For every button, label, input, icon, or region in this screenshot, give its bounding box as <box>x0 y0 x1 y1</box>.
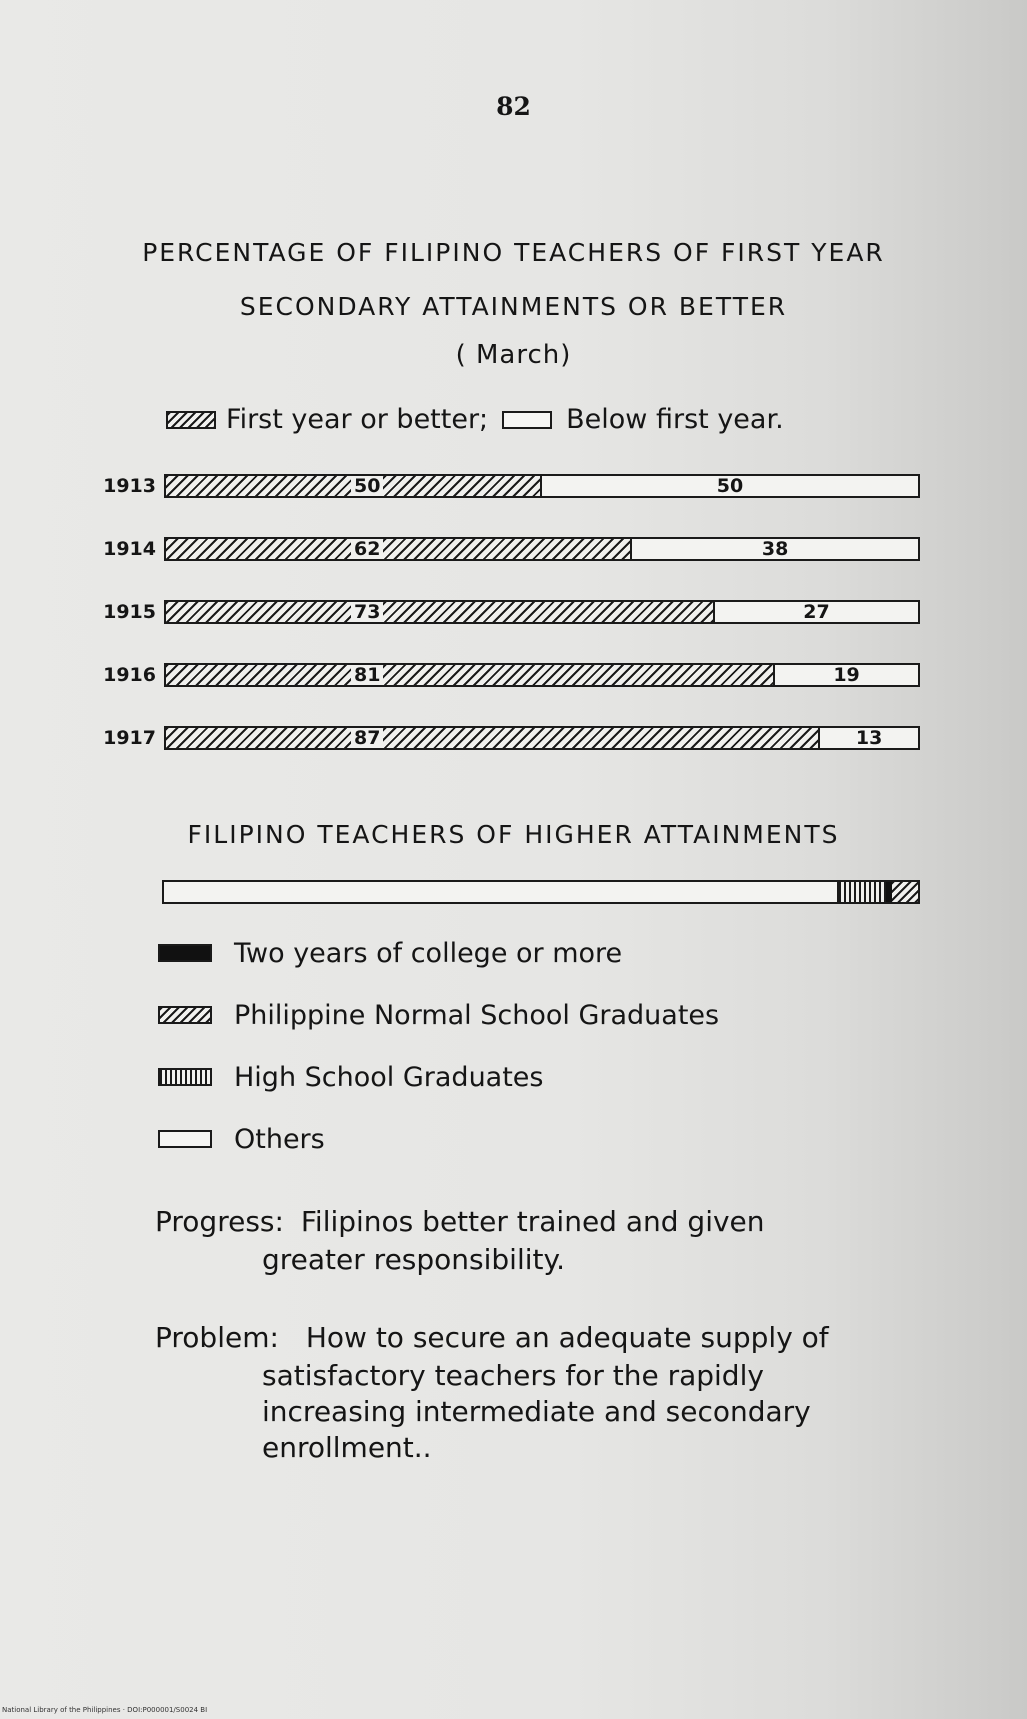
top-legend <box>166 404 784 435</box>
below-first-year-value-label: 19 <box>833 664 860 686</box>
progress-text: Filipinos better trained and given <box>300 1205 765 1238</box>
chart-title-line-1: PERCENTAGE OF FILIPINO TEACHERS OF FIRST YEAR <box>142 238 885 267</box>
problem-text: How to secure an adequate supply of <box>305 1321 829 1354</box>
legend-item-high-school <box>158 1058 719 1096</box>
bar-first-year-segment <box>166 665 775 685</box>
legend-label: Two years of college or more <box>234 937 623 969</box>
higher-legend <box>158 934 719 1158</box>
higher-segment-diagonal-hatch <box>892 882 918 902</box>
bar-first-year-segment <box>166 476 542 496</box>
below-first-year-value-label: 50 <box>716 475 744 497</box>
below-first-year-value-label: 27 <box>803 601 830 623</box>
bar-1916 <box>164 663 920 687</box>
legend-below-first-year: Below first year. <box>566 404 784 435</box>
bar-1917 <box>164 726 920 750</box>
hatch-swatch <box>166 411 216 429</box>
higher-segment-white <box>164 882 839 902</box>
legend-label: Philippine Normal School Graduates <box>234 999 720 1031</box>
bar-first-year-segment <box>166 602 715 622</box>
problem-text-line-3: increasing intermediate and secondary <box>262 1395 811 1428</box>
year-label: 1917 <box>103 727 156 749</box>
higher-attainments-title: FILIPINO TEACHERS OF HIGHER ATTAINMENTS <box>187 820 840 849</box>
progress-note <box>155 1204 765 1240</box>
bar-below-first-year-segment <box>632 539 918 559</box>
year-label: 1914 <box>103 538 156 560</box>
chart-subtitle: ( March) <box>455 340 572 370</box>
first-year-value-label: 73 <box>351 602 383 622</box>
bar-1915 <box>164 600 920 624</box>
problem-text-line-4: enrollment.. <box>262 1431 432 1464</box>
year-label: 1916 <box>103 664 156 686</box>
legend-item-normal-school <box>158 996 719 1034</box>
vertical-lines-swatch <box>158 1068 212 1086</box>
bar-1914 <box>164 537 920 561</box>
first-year-value-label: 81 <box>351 665 383 685</box>
bar-below-first-year-segment <box>820 728 918 748</box>
white-swatch <box>502 411 552 429</box>
chart-title-line-2: SECONDARY ATTAINMENTS OR BETTER <box>239 292 788 321</box>
higher-segment-vertical-lines <box>839 882 887 902</box>
first-year-value-label: 50 <box>351 476 383 496</box>
first-year-value-label: 62 <box>351 539 383 559</box>
problem-note <box>155 1320 829 1356</box>
page-number: 82 <box>496 92 531 121</box>
legend-item-others <box>158 1120 719 1158</box>
progress-text-continued: greater responsibility. <box>262 1243 565 1276</box>
solid-swatch <box>158 944 212 962</box>
legend-label: High School Graduates <box>234 1061 544 1093</box>
bar-1913 <box>164 474 920 498</box>
first-year-value-label: 87 <box>351 728 383 748</box>
hatch-swatch <box>158 1006 212 1024</box>
year-label: 1915 <box>103 601 156 623</box>
higher-attainments-bar <box>162 880 920 904</box>
problem-label: Problem: <box>155 1321 279 1354</box>
below-first-year-value-label: 13 <box>855 727 883 749</box>
bar-below-first-year-segment <box>542 476 918 496</box>
bar-below-first-year-segment <box>775 665 918 685</box>
problem-text-line-2: satisfactory teachers for the rapidly <box>262 1359 764 1392</box>
bar-below-first-year-segment <box>715 602 918 622</box>
bar-first-year-segment <box>166 539 632 559</box>
below-first-year-value-label: 38 <box>761 538 789 560</box>
progress-label: Progress: <box>155 1205 284 1238</box>
white-swatch <box>158 1130 212 1148</box>
legend-item-college <box>158 934 719 972</box>
footer-credit: National Library of the Philippines · DOI:P000001/S0024 BI <box>2 1706 208 1714</box>
legend-first-year: First year or better; <box>226 404 489 435</box>
legend-label: Others <box>234 1123 325 1155</box>
year-label: 1913 <box>103 475 156 497</box>
bar-first-year-segment <box>166 728 820 748</box>
